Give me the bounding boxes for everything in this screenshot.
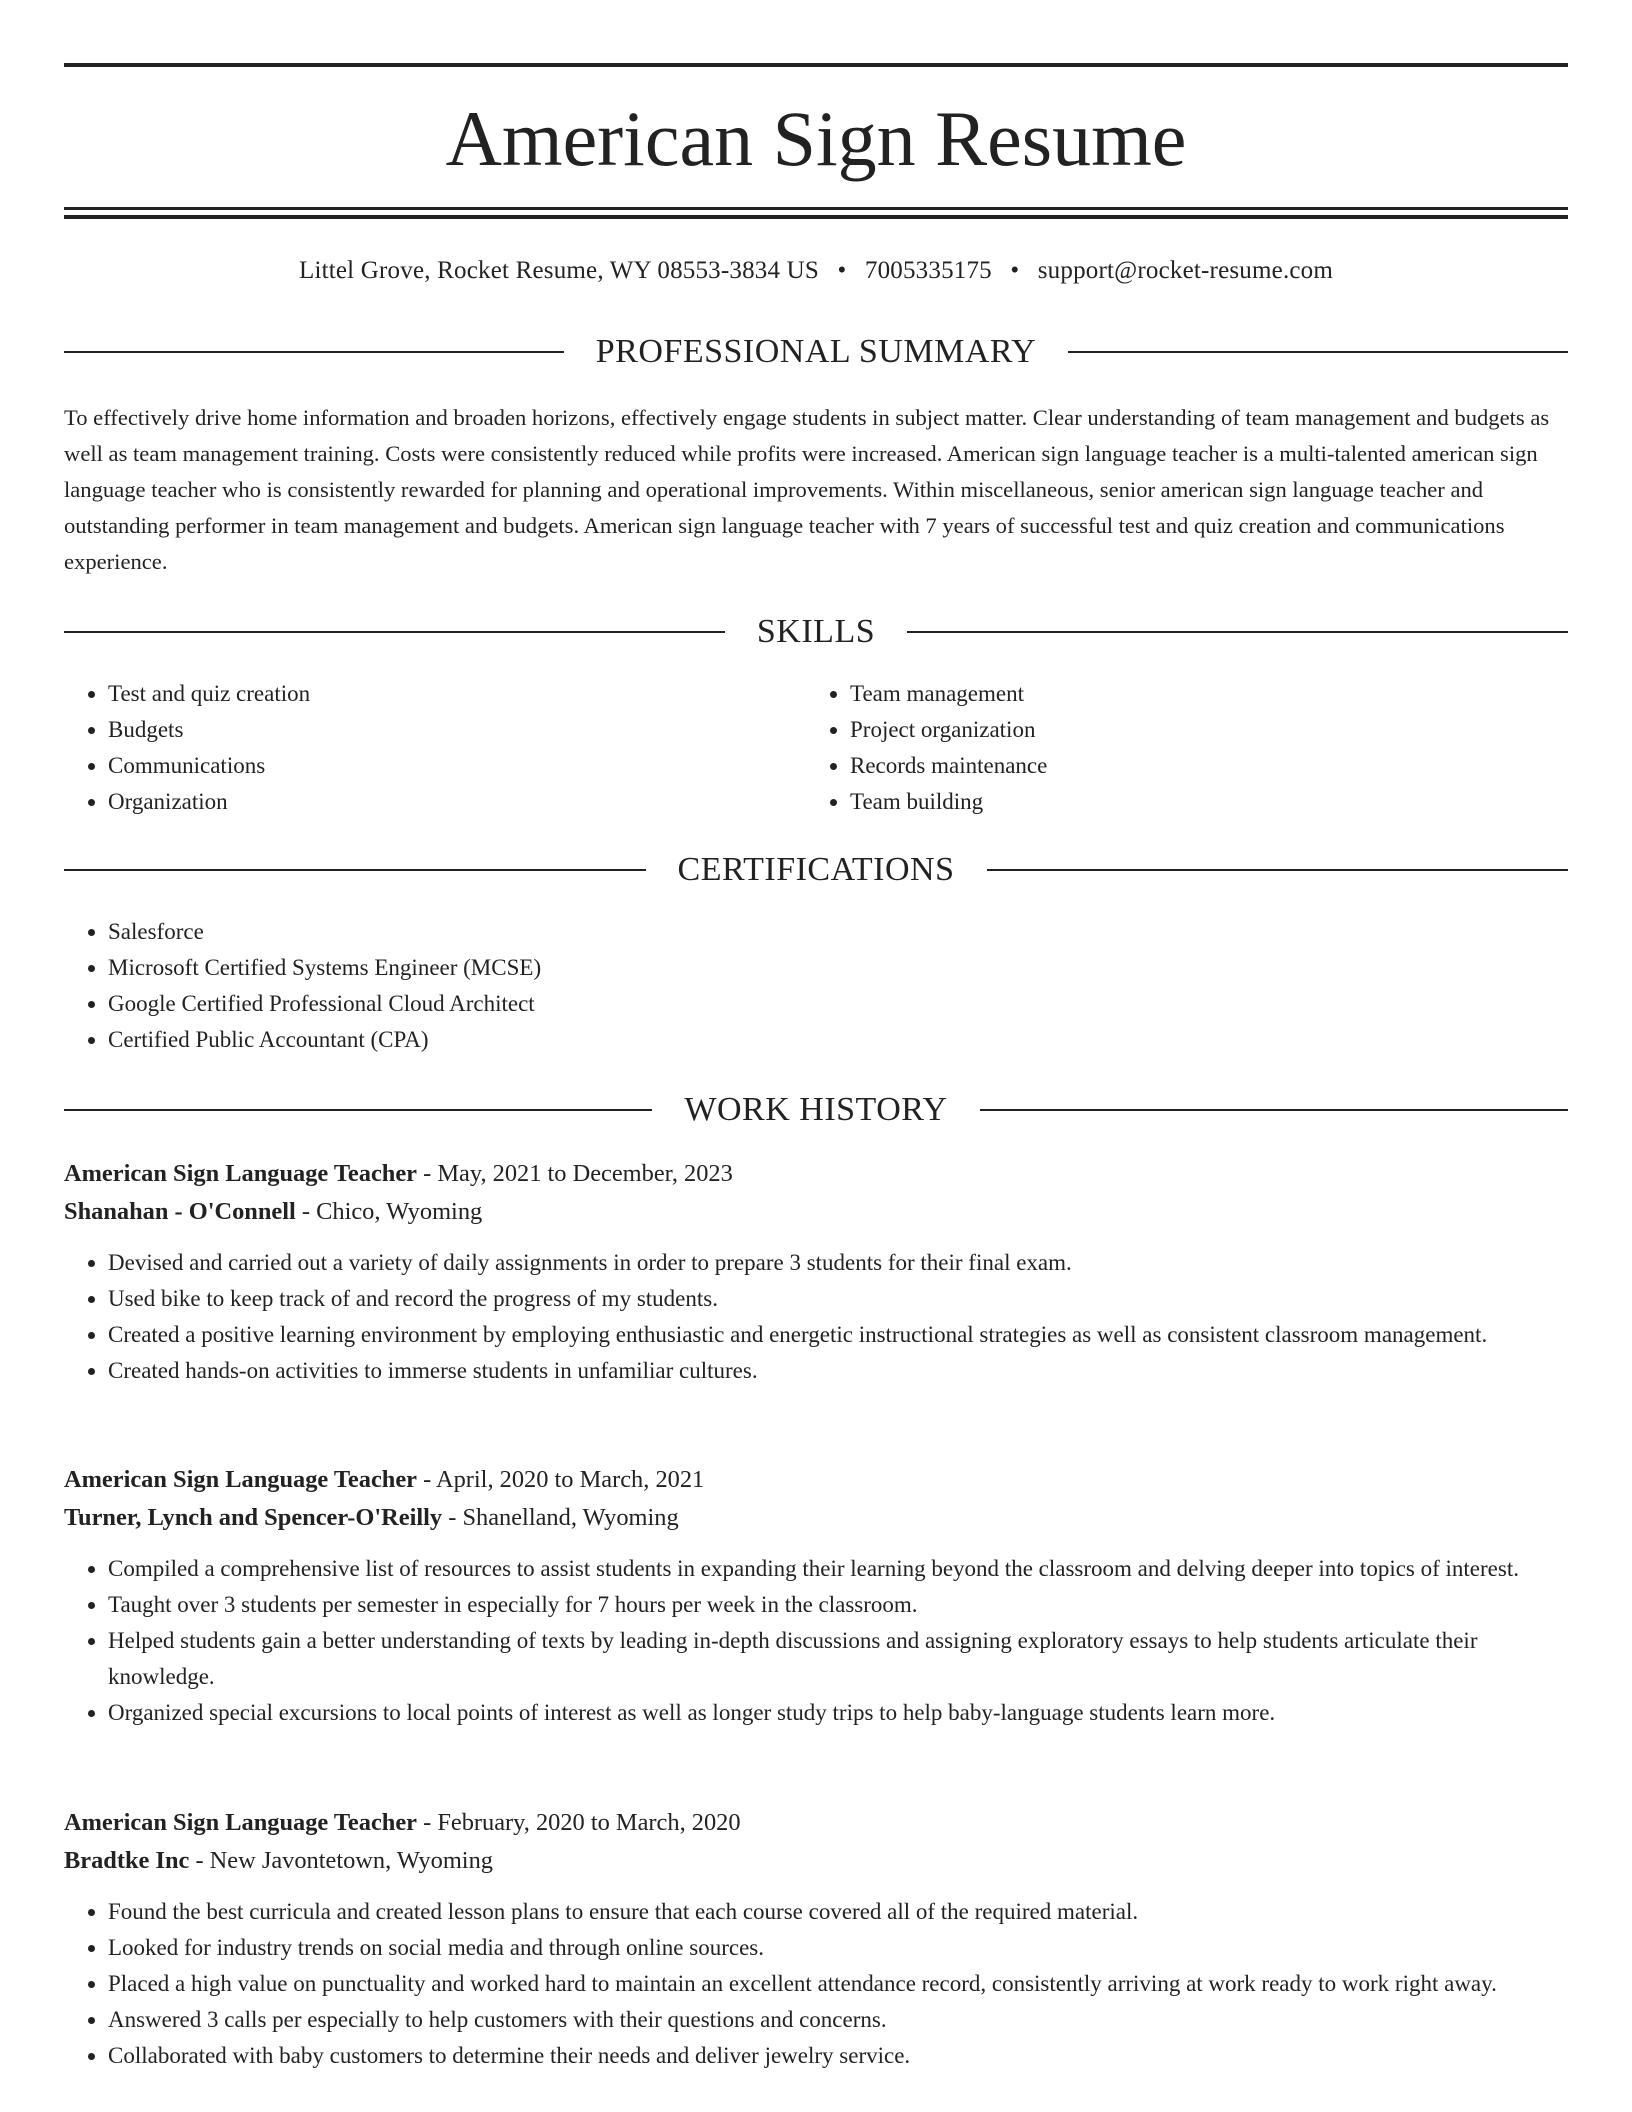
certifications-list bbox=[64, 914, 1568, 1058]
contact-separator: • bbox=[1010, 257, 1020, 284]
job-dates: - February, 2020 to March, 2020 bbox=[417, 1809, 741, 1836]
heading-rule-right bbox=[987, 869, 1569, 871]
heading-rule-left bbox=[64, 351, 564, 353]
skill-item: • Team building bbox=[850, 784, 1548, 820]
job-bullets bbox=[64, 1245, 1568, 1389]
skills-heading bbox=[64, 612, 1568, 652]
summary-heading-label: PROFESSIONAL SUMMARY bbox=[595, 333, 1037, 370]
contact-address: Littel Grove, Rocket Resume, WY 08553-3834 US bbox=[298, 257, 820, 284]
skill-item: • Test and quiz creation bbox=[108, 676, 806, 712]
job-company-line bbox=[64, 1842, 1568, 1880]
skill-item: • Team management bbox=[850, 676, 1548, 712]
job-bullet: • Helped students gain a better understanding of texts by leading in-depth discussions and assigning exploratory essays to help students articulate their knowledge. bbox=[108, 1623, 1568, 1695]
work-history-heading bbox=[64, 1090, 1568, 1130]
job-location: - Shanelland, Wyoming bbox=[442, 1504, 679, 1531]
skill-item: • Records maintenance bbox=[850, 748, 1548, 784]
job-bullet: • Created hands-on activities to immerse students in unfamiliar cultures. bbox=[108, 1353, 1568, 1389]
job-bullet: • Found the best curricula and created lesson plans to ensure that each course covered all of the required material. bbox=[108, 1894, 1568, 1930]
job-company: Bradtke Inc bbox=[64, 1847, 190, 1874]
heading-rule-right bbox=[1068, 351, 1568, 353]
job-location: - New Javontetown, Wyoming bbox=[189, 1847, 493, 1874]
job-bullets bbox=[64, 1894, 1568, 2074]
job-bullet: • Compiled a comprehensive list of resources to assist students in expanding their learning beyond the classroom and delving deeper into topics of interest. bbox=[108, 1551, 1568, 1587]
job-entry bbox=[64, 1461, 1568, 1731]
heading-rule-left bbox=[64, 1109, 652, 1111]
skills-list bbox=[64, 676, 1568, 820]
skill-item: • Project organization bbox=[850, 712, 1548, 748]
job-title: American Sign Language Teacher bbox=[64, 1160, 417, 1187]
job-bullet: • Organized special excursions to local points of interest as well as longer study trips to help baby-language students learn more. bbox=[108, 1695, 1568, 1731]
contact-email: support@rocket-resume.com bbox=[1037, 257, 1334, 284]
certification-item: • Microsoft Certified Systems Engineer (MCSE) bbox=[108, 950, 1568, 986]
skill-item: • Organization bbox=[108, 784, 806, 820]
skills-column-left bbox=[64, 676, 806, 820]
heading-rule-left bbox=[64, 631, 725, 633]
job-title-line bbox=[64, 1461, 1568, 1499]
certification-item: • Google Certified Professional Cloud Architect bbox=[108, 986, 1568, 1022]
job-title-line bbox=[64, 1804, 1568, 1842]
work-history-heading-label: WORK HISTORY bbox=[684, 1091, 948, 1128]
job-company-line bbox=[64, 1193, 1568, 1231]
job-dates: - May, 2021 to December, 2023 bbox=[417, 1160, 733, 1187]
job-bullet: • Devised and carried out a variety of daily assignments in order to prepare 3 students for their final exam. bbox=[108, 1245, 1568, 1281]
certifications-heading-label: CERTIFICATIONS bbox=[677, 851, 955, 888]
job-company: Turner, Lynch and Spencer-O'Reilly bbox=[64, 1504, 443, 1531]
certification-item: • Salesforce bbox=[108, 914, 1568, 950]
heading-rule-right bbox=[907, 631, 1568, 633]
job-title-line bbox=[64, 1155, 1568, 1193]
double-rule-bottom bbox=[64, 215, 1568, 219]
top-rule bbox=[64, 63, 1568, 67]
skills-heading-label: SKILLS bbox=[756, 613, 876, 650]
skills-column-right bbox=[806, 676, 1548, 820]
double-rule bbox=[64, 207, 1568, 219]
job-bullet: • Collaborated with baby customers to determine their needs and deliver jewelry service. bbox=[108, 2038, 1568, 2074]
skill-item: • Communications bbox=[108, 748, 806, 784]
summary-text: To effectively drive home information and broaden horizons, effectively engage students in subject matter. Clear understanding of team management and budgets as well as team management training. Costs were consistently reduced while profits were increased. American sign language teacher is a multi-talented american sign language teacher who is consistently rewarded for planning and operational improvements. Within miscellaneous, senior american sign language teacher and outstanding performer in team management and budgets. American sign language teacher with 7 years of successful test and quiz creation and communications experience. bbox=[64, 405, 1550, 574]
heading-rule-left bbox=[64, 869, 646, 871]
job-title: American Sign Language Teacher bbox=[64, 1466, 417, 1493]
job-entry bbox=[64, 1155, 1568, 1389]
double-rule-top bbox=[64, 207, 1568, 210]
contact-separator: • bbox=[837, 257, 847, 284]
job-bullet: • Looked for industry trends on social media and through online sources. bbox=[108, 1930, 1568, 1966]
job-dates: - April, 2020 to March, 2021 bbox=[417, 1466, 705, 1493]
contact-phone: 7005335175 bbox=[864, 257, 992, 284]
job-bullet: • Used bike to keep track of and record the progress of my students. bbox=[108, 1281, 1568, 1317]
summary-heading bbox=[64, 332, 1568, 372]
skill-item: • Budgets bbox=[108, 712, 806, 748]
job-bullet: • Created a positive learning environment by employing enthusiastic and energetic instructional strategies as well as consistent classroom management. bbox=[108, 1317, 1568, 1353]
job-company: Shanahan - O'Connell bbox=[64, 1198, 296, 1225]
job-bullet: • Answered 3 calls per especially to help customers with their questions and concerns. bbox=[108, 2002, 1568, 2038]
certification-item: • Certified Public Accountant (CPA) bbox=[108, 1022, 1568, 1058]
job-title: American Sign Language Teacher bbox=[64, 1809, 417, 1836]
job-bullets bbox=[64, 1551, 1568, 1731]
job-entry bbox=[64, 1804, 1568, 2074]
certifications-heading bbox=[64, 850, 1568, 890]
contact-line bbox=[64, 254, 1568, 288]
heading-rule-right bbox=[980, 1109, 1568, 1111]
job-location: - Chico, Wyoming bbox=[295, 1198, 483, 1225]
job-company-line bbox=[64, 1499, 1568, 1537]
job-bullet: • Taught over 3 students per semester in especially for 7 hours per week in the classroom. bbox=[108, 1587, 1568, 1623]
resume-name: American Sign Resume bbox=[445, 95, 1187, 182]
job-bullet: • Placed a high value on punctuality and worked hard to maintain an excellent attendance record, consistently arriving at work ready to work right away. bbox=[108, 1966, 1568, 2002]
